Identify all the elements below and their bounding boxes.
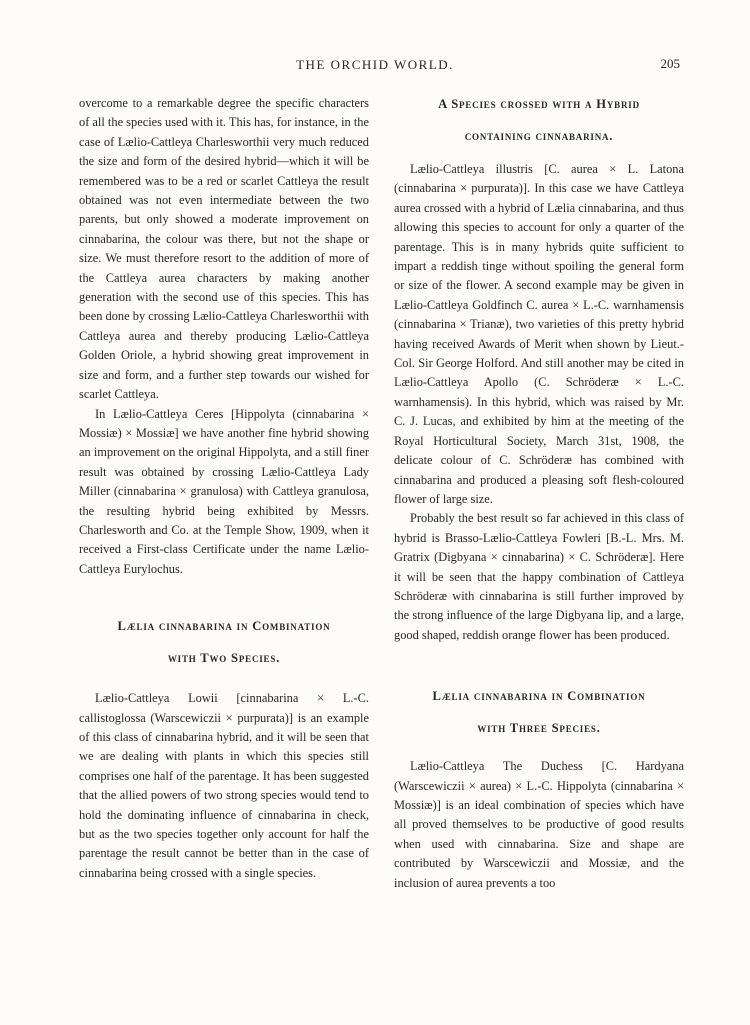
right-paragraph-3: Lælio-Cattleya The Duchess [C. Hardyana (Warscewiczii × aurea) × L.-C. Hippolyta (cinnabarina × Mossiæ)] is an ideal combination of species which have all proved themselves to be productive of good results when used with cinnabarina. Size and shape are contributed by Warscewiczii and Mossiæ, and the inclusion of aurea prevents a too [394,759,684,890]
left-column [79,94,369,883]
running-head [0,56,750,76]
running-title: THE ORCHID WORLD. [296,57,454,72]
right-paragraph-2: Probably the best result so far achieved in this class of hybrid is Brasso-Lælio-Cattleya Fowleri [B.-L. Mrs. M. Gratrix (Digbyana × cinnabarina) × C. Schröderæ]. Here it will be seen that the happy combination of Cattleya Schröderæ with cinnabarina is still further improved by the strong influence of the large Digbyana lip, and a large, good shaped, reddish orange flower has been produced. [394,511,684,642]
section-heading-species-hybrid [394,94,684,146]
heading-line-1: A Species crossed with a Hybrid [438,97,640,111]
right-column [394,94,684,893]
heading-line-2: containing cinnabarina. [464,129,614,143]
left-paragraph-3: Lælio-Cattleya Lowii [cinnabarina × L.-C. callistoglossa (Warscewiczii × purpurata)] is an example of this class of cinnabarina hybrid, and it will be seen that we are dealing with plants in which this species still comprises one half of the parentage. It has been suggested that the allied powers of two strong species would tend to hold the dominating influence of cinnabarina in check, but as the two species together only account for half the parentage the result cannot be better than in the case of cinnabarina being crossed with a single species. [79,691,369,880]
left-paragraph-1: overcome to a remarkable degree the specific characters of all the species used with it. This has, for instance, in the case of Lælio-Cattleya Charlesworthii very much reduced the size and form of the desired hybrid—which it will be remembered was to be a red or scarlet Cattleya the result obtained was not even intermediate between the two parents, but only showed a moderate improvement on cinnabarina, the colour was there, but not the shape or size. We must therefore resort to the addition of more of the Cattleya aurea characters by making another generation with the second use of this species. This has been done by crossing Lælio-Cattleya Charlesworthii with Cattleya aurea and thereby producing Lælio-Cattleya Golden Oriole, a hybrid showing great improvement in size and form, and a further step towards our wished for scarlet Cattleya. [79,96,369,402]
section-heading-three-species [394,686,684,738]
page-number: 205 [660,56,680,71]
heading-line-1: Lælia cinnabarina in Combination [117,619,331,634]
heading-line-2: with Two Species. [167,651,281,666]
left-paragraph-2: In Lælio-Cattleya Ceres [Hippolyta (cinnabarina × Mossiæ) × Mossiæ] we have another fine hybrid showing an improvement on the original Hippolyta, and a still finer result was obtained by crossing Lælio-Cattleya Lady Miller (cinnabarina × granulosa) with Cattleya granulosa, the resulting hybrid being exhibited by Messrs. Charlesworth and Co. at the Temple Show, 1909, when it received a First-class Certificate under the name Lælio-Cattleya Eurylochus. [79,406,369,576]
heading-line-2: with Three Species. [477,721,601,736]
section-heading-two-species [79,616,369,668]
heading-line-1: Lælia cinnabarina in Combination [432,689,646,704]
right-paragraph-1: Lælio-Cattleya illustris [C. aurea × L. Latona (cinnabarina × purpurata)]. In this case we have Cattleya aurea crossed with a hybrid of Lælia cinnabarina, and thus allowing this species to account for only a quarter of the parentage. This is in many hybrids quite sufficient to impart a reddish tinge without spoiling the general form or size of the flower. A second example may be given in Lælio-Cattleya Goldfinch C. aurea × L.-C. warnhamensis (cinnabarina × Trianæ), two varieties of this pretty hybrid having received Awards of Merit when shown by Lieut.-Col. Sir George Holford. And still another may be cited in Lælio-Cattleya Apollo (C. Schröderæ × L.-C. warnhamensis). In this hybrid, which was raised by Mr. C. J. Lucas, and exhibited by him at the meeting of the Royal Horticultural Society, March 31st, 1908, the delicate colour of C. Schröderæ has combined with cinnabarina and produced a pleasing soft flesh-coloured flower of large size. [394,162,684,506]
